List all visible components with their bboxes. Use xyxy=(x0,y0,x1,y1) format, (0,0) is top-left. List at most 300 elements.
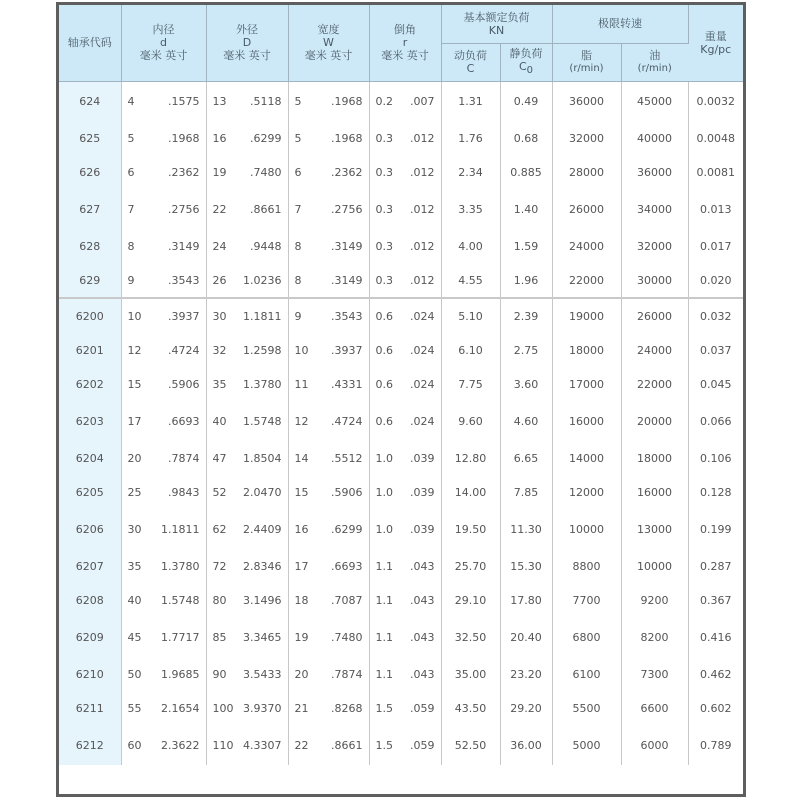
cell-chamfer xyxy=(369,475,441,509)
inner-diameter-inch: 1.7717 xyxy=(161,630,200,644)
cell-weight xyxy=(688,583,743,617)
cell-inner-diameter xyxy=(121,583,206,617)
cell-width xyxy=(288,691,369,725)
cell-chamfer xyxy=(369,155,441,189)
static-load: 0.49 xyxy=(513,94,539,108)
grease-speed: 18000 xyxy=(569,343,604,357)
cell-outer-diameter xyxy=(206,583,288,617)
weight: 0.462 xyxy=(700,667,732,681)
cell-grease-speed xyxy=(552,81,621,121)
dynamic-load: 9.60 xyxy=(458,414,483,428)
header-bearing-code-label: 轴承代码 xyxy=(67,36,112,50)
cell-static-load xyxy=(500,657,552,691)
weight: 0.789 xyxy=(700,738,732,752)
grease-speed: 32000 xyxy=(569,131,604,145)
cell-weight xyxy=(688,189,743,229)
width-inch: .4331 xyxy=(331,377,363,391)
cell-inner-diameter xyxy=(121,189,206,229)
inner-diameter-inch: .1968 xyxy=(168,131,200,145)
cell-inner-diameter xyxy=(121,229,206,263)
cell-oil-speed xyxy=(621,263,688,298)
weight: 0.128 xyxy=(700,485,732,499)
cell-weight xyxy=(688,691,743,725)
inner-diameter-inch: 2.3622 xyxy=(161,738,200,752)
inner-diameter-inch: .7874 xyxy=(168,451,200,465)
cell-outer-diameter xyxy=(206,263,288,298)
cell-grease-speed xyxy=(552,229,621,263)
cell-code xyxy=(59,401,121,441)
static-load: 1.96 xyxy=(513,273,539,287)
inner-mm: 毫米 xyxy=(139,49,162,63)
cell-code xyxy=(59,155,121,189)
cell-outer-diameter xyxy=(206,189,288,229)
outer-diameter-mm: 90 xyxy=(212,667,227,681)
oil-speed: 36000 xyxy=(637,165,672,179)
width-mm: 8 xyxy=(294,239,302,253)
width-inch: .5512 xyxy=(331,451,363,465)
grease-speed: 16000 xyxy=(569,414,604,428)
load-unit: KN xyxy=(488,23,505,37)
weight: 0.017 xyxy=(700,239,732,253)
inner-diameter-mm: 4 xyxy=(127,94,135,108)
cell-outer-diameter xyxy=(206,549,288,583)
oil-speed: 8200 xyxy=(640,630,669,644)
oil-speed: 32000 xyxy=(637,239,672,253)
cell-code xyxy=(59,441,121,475)
static-load: 6.65 xyxy=(513,451,539,465)
cell-code xyxy=(59,549,121,583)
cell-inner-diameter xyxy=(121,549,206,583)
outer-diameter-inch: .7480 xyxy=(250,165,282,179)
outer-diameter-mm: 32 xyxy=(212,343,227,357)
cell-dynamic-load xyxy=(441,441,500,475)
dynamic-load: 14.00 xyxy=(454,485,487,499)
table-row xyxy=(59,583,743,617)
table-body xyxy=(59,81,743,765)
cell-oil-speed xyxy=(621,549,688,583)
chamfer-mm: 0.3 xyxy=(375,202,393,216)
cell-width xyxy=(288,509,369,549)
width-mm: 17 xyxy=(294,559,309,573)
cell-dynamic-load xyxy=(441,263,500,298)
cell-inner-diameter xyxy=(121,155,206,189)
table-row xyxy=(59,725,743,765)
inner-diameter-mm: 7 xyxy=(127,202,135,216)
chamfer-mm: 毫米 xyxy=(381,49,404,63)
static-load: 1.59 xyxy=(513,239,539,253)
dynamic-load: 3.35 xyxy=(458,202,483,216)
chamfer-mm: 0.3 xyxy=(375,239,393,253)
outer-diameter-inch: 1.2598 xyxy=(243,343,282,357)
dynamic-load: 35.00 xyxy=(454,667,487,681)
cell-dynamic-load xyxy=(441,509,500,549)
inner-diameter-inch: .6693 xyxy=(168,414,200,428)
cell-oil-speed xyxy=(621,333,688,367)
chamfer-inch: .012 xyxy=(410,239,435,253)
header-oil-speed xyxy=(621,43,688,81)
chamfer-inch: .007 xyxy=(410,94,435,108)
oil-speed: 9200 xyxy=(640,593,669,607)
outer-diameter-mm: 47 xyxy=(212,451,227,465)
table-row xyxy=(59,475,743,509)
cell-static-load xyxy=(500,583,552,617)
bearing-code: 6207 xyxy=(75,559,104,573)
weight-label: 重量 xyxy=(704,29,727,43)
inner-diameter-mm: 9 xyxy=(127,273,135,287)
bearing-spec-table-frame xyxy=(56,2,746,797)
cell-dynamic-load xyxy=(441,691,500,725)
static-load: 1.40 xyxy=(513,202,539,216)
outer-diameter-mm: 16 xyxy=(212,131,227,145)
cell-code xyxy=(59,509,121,549)
inner-diameter-inch: .9843 xyxy=(168,485,200,499)
chamfer-inch: .024 xyxy=(410,414,435,428)
table-row xyxy=(59,155,743,189)
cell-code xyxy=(59,367,121,401)
width-mm: 5 xyxy=(294,94,302,108)
static-load: 0.885 xyxy=(510,165,542,179)
cell-grease-speed xyxy=(552,189,621,229)
cell-width xyxy=(288,725,369,765)
chamfer-inch: .012 xyxy=(410,165,435,179)
inner-diameter-mm: 30 xyxy=(127,522,142,536)
cell-width xyxy=(288,121,369,155)
cell-code xyxy=(59,263,121,298)
bearing-code: 624 xyxy=(79,94,101,108)
weight: 0.020 xyxy=(700,273,732,287)
cell-outer-diameter xyxy=(206,657,288,691)
header-bearing-code xyxy=(59,5,121,81)
cell-grease-speed xyxy=(552,263,621,298)
cell-inner-diameter xyxy=(121,617,206,657)
cell-oil-speed xyxy=(621,509,688,549)
width-mm: 20 xyxy=(294,667,309,681)
cell-weight xyxy=(688,657,743,691)
table-row xyxy=(59,367,743,401)
chamfer-mm: 0.3 xyxy=(375,165,393,179)
outer-diameter-inch: 3.3465 xyxy=(243,630,282,644)
inner-diameter-mm: 25 xyxy=(127,485,142,499)
grease-label: 脂 xyxy=(581,49,592,62)
cell-static-load xyxy=(500,263,552,298)
cell-chamfer xyxy=(369,657,441,691)
cell-inner-diameter xyxy=(121,333,206,367)
cell-weight xyxy=(688,367,743,401)
outer-diameter-inch: 3.1496 xyxy=(243,593,282,607)
width-inch: .3937 xyxy=(331,343,363,357)
grease-speed: 24000 xyxy=(569,239,604,253)
cell-static-load xyxy=(500,549,552,583)
oil-speed: 6600 xyxy=(640,701,669,715)
cell-weight xyxy=(688,441,743,475)
chamfer-mm: 0.3 xyxy=(375,273,393,287)
width-inch: .1968 xyxy=(331,94,363,108)
cell-outer-diameter xyxy=(206,509,288,549)
inner-diameter-mm: 5 xyxy=(127,131,135,145)
table-row xyxy=(59,189,743,229)
grease-speed: 19000 xyxy=(569,309,604,323)
chamfer-mm: 1.0 xyxy=(375,485,393,499)
grease-speed: 7700 xyxy=(572,593,601,607)
grease-speed: 6100 xyxy=(572,667,601,681)
chamfer-inch: .012 xyxy=(410,131,435,145)
dynamic-load: 4.00 xyxy=(458,239,483,253)
outer-symbol: D xyxy=(242,36,252,50)
cell-chamfer xyxy=(369,441,441,475)
chamfer-symbol: r xyxy=(402,36,408,50)
chamfer-mm: 0.6 xyxy=(375,309,393,323)
width-inch: 英寸 xyxy=(330,49,353,63)
inner-diameter-inch: 2.1654 xyxy=(161,701,200,715)
cell-dynamic-load xyxy=(441,367,500,401)
static-symbol-sub: 0 xyxy=(526,65,534,77)
chamfer-mm: 1.0 xyxy=(375,522,393,536)
cell-width xyxy=(288,401,369,441)
bearing-code: 6209 xyxy=(75,630,104,644)
static-load: 3.60 xyxy=(513,377,539,391)
inner-diameter-mm: 50 xyxy=(127,667,142,681)
cell-inner-diameter xyxy=(121,691,206,725)
table-row xyxy=(59,441,743,475)
cell-outer-diameter xyxy=(206,121,288,155)
bearing-code: 6204 xyxy=(75,451,104,465)
oil-speed: 30000 xyxy=(637,273,672,287)
outer-diameter-inch: 3.9370 xyxy=(243,701,282,715)
cell-chamfer xyxy=(369,333,441,367)
static-load: 17.80 xyxy=(510,593,542,607)
cell-oil-speed xyxy=(621,189,688,229)
weight: 0.416 xyxy=(700,630,732,644)
static-load: 20.40 xyxy=(510,630,542,644)
cell-width xyxy=(288,475,369,509)
cell-code xyxy=(59,121,121,155)
chamfer-inch: .024 xyxy=(410,309,435,323)
header-speed-limit xyxy=(552,5,688,43)
cell-dynamic-load xyxy=(441,617,500,657)
cell-static-load xyxy=(500,475,552,509)
bearing-code: 6205 xyxy=(75,485,104,499)
chamfer-mm: 1.1 xyxy=(375,630,393,644)
cell-dynamic-load xyxy=(441,549,500,583)
width-mm: 11 xyxy=(294,377,309,391)
cell-weight xyxy=(688,475,743,509)
cell-oil-speed xyxy=(621,367,688,401)
oil-speed: 20000 xyxy=(637,414,672,428)
chamfer-inch: .059 xyxy=(410,738,435,752)
bearing-code: 6201 xyxy=(75,343,104,357)
table-row xyxy=(59,401,743,441)
cell-oil-speed xyxy=(621,617,688,657)
bearing-code: 6203 xyxy=(75,414,104,428)
cell-dynamic-load xyxy=(441,81,500,121)
dynamic-load: 4.55 xyxy=(458,273,483,287)
table-row xyxy=(59,121,743,155)
oil-speed: 13000 xyxy=(637,522,672,536)
outer-mm: 毫米 xyxy=(223,49,246,63)
cell-chamfer xyxy=(369,263,441,298)
table-row xyxy=(59,617,743,657)
inner-diameter-mm: 15 xyxy=(127,377,142,391)
outer-diameter-mm: 62 xyxy=(212,522,227,536)
header-inner-diameter xyxy=(121,5,206,81)
outer-diameter-inch: 1.0236 xyxy=(243,273,282,287)
width-mm: 14 xyxy=(294,451,309,465)
width-mm: 10 xyxy=(294,343,309,357)
static-load: 4.60 xyxy=(513,414,539,428)
cell-inner-diameter xyxy=(121,657,206,691)
inner-diameter-inch: 1.5748 xyxy=(161,593,200,607)
cell-inner-diameter xyxy=(121,298,206,333)
outer-diameter-mm: 30 xyxy=(212,309,227,323)
outer-diameter-mm: 72 xyxy=(212,559,227,573)
outer-inch: 英寸 xyxy=(248,49,271,63)
cell-grease-speed xyxy=(552,367,621,401)
dynamic-label: 动负荷 xyxy=(454,49,487,62)
outer-diameter-mm: 19 xyxy=(212,165,227,179)
header-chamfer xyxy=(369,5,441,81)
grease-speed: 36000 xyxy=(569,94,604,108)
cell-width xyxy=(288,189,369,229)
inner-diameter-mm: 35 xyxy=(127,559,142,573)
width-inch: .6299 xyxy=(331,522,363,536)
bearing-code: 6208 xyxy=(75,593,104,607)
outer-diameter-inch: 1.5748 xyxy=(243,414,282,428)
header-width xyxy=(288,5,369,81)
cell-width xyxy=(288,549,369,583)
table-row xyxy=(59,549,743,583)
cell-chamfer xyxy=(369,298,441,333)
outer-diameter-inch: 1.8504 xyxy=(243,451,282,465)
cell-chamfer xyxy=(369,725,441,765)
oil-speed: 16000 xyxy=(637,485,672,499)
bearing-code: 629 xyxy=(79,273,101,287)
cell-width xyxy=(288,229,369,263)
bearing-code: 6211 xyxy=(75,701,104,715)
width-mm: 15 xyxy=(294,485,309,499)
weight: 0.0032 xyxy=(696,94,735,108)
grease-speed: 22000 xyxy=(569,273,604,287)
width-mm: 9 xyxy=(294,309,302,323)
weight: 0.199 xyxy=(700,522,732,536)
cell-grease-speed xyxy=(552,333,621,367)
width-inch: .7480 xyxy=(331,630,363,644)
dynamic-load: 12.80 xyxy=(454,451,487,465)
cell-chamfer xyxy=(369,691,441,725)
cell-code xyxy=(59,298,121,333)
table-row xyxy=(59,509,743,549)
outer-diameter-mm: 22 xyxy=(212,202,227,216)
chamfer-inch: .039 xyxy=(410,451,435,465)
cell-width xyxy=(288,298,369,333)
outer-diameter-mm: 40 xyxy=(212,414,227,428)
dynamic-load: 7.75 xyxy=(458,377,483,391)
cell-code xyxy=(59,725,121,765)
cell-oil-speed xyxy=(621,298,688,333)
cell-static-load xyxy=(500,333,552,367)
cell-inner-diameter xyxy=(121,263,206,298)
oil-unit: (r/min) xyxy=(637,63,672,74)
weight: 0.013 xyxy=(700,202,732,216)
cell-inner-diameter xyxy=(121,475,206,509)
width-inch: .8661 xyxy=(331,738,363,752)
outer-diameter-inch: 4.3307 xyxy=(243,738,282,752)
oil-speed: 24000 xyxy=(637,343,672,357)
bearing-spec-table xyxy=(59,5,743,765)
cell-outer-diameter xyxy=(206,441,288,475)
cell-outer-diameter xyxy=(206,298,288,333)
chamfer-inch: .039 xyxy=(410,485,435,499)
cell-weight xyxy=(688,725,743,765)
cell-inner-diameter xyxy=(121,121,206,155)
chamfer-mm: 1.5 xyxy=(375,738,393,752)
width-mm: 7 xyxy=(294,202,302,216)
width-mm: 12 xyxy=(294,414,309,428)
inner-diameter-inch: 1.9685 xyxy=(161,667,200,681)
cell-oil-speed xyxy=(621,657,688,691)
chamfer-inch: .043 xyxy=(410,593,435,607)
outer-diameter-inch: 2.4409 xyxy=(243,522,282,536)
cell-inner-diameter xyxy=(121,367,206,401)
cell-oil-speed xyxy=(621,691,688,725)
weight: 0.287 xyxy=(700,559,732,573)
cell-inner-diameter xyxy=(121,401,206,441)
cell-weight xyxy=(688,155,743,189)
table-row xyxy=(59,691,743,725)
weight: 0.106 xyxy=(700,451,732,465)
cell-oil-speed xyxy=(621,475,688,509)
cell-dynamic-load xyxy=(441,657,500,691)
table-row xyxy=(59,657,743,691)
dynamic-load: 32.50 xyxy=(454,630,487,644)
outer-diameter-inch: 2.0470 xyxy=(243,485,282,499)
cell-oil-speed xyxy=(621,441,688,475)
cell-dynamic-load xyxy=(441,583,500,617)
weight: 0.037 xyxy=(700,343,732,357)
grease-speed: 12000 xyxy=(569,485,604,499)
width-inch: .2362 xyxy=(331,165,363,179)
cell-dynamic-load xyxy=(441,725,500,765)
width-inch: .7874 xyxy=(331,667,363,681)
header-static-load xyxy=(500,43,552,81)
weight: 0.032 xyxy=(700,309,732,323)
static-load: 29.20 xyxy=(510,701,542,715)
oil-speed: 7300 xyxy=(640,667,669,681)
grease-speed: 14000 xyxy=(569,451,604,465)
inner-diameter-inch: 1.1811 xyxy=(161,522,200,536)
table-row xyxy=(59,81,743,121)
inner-diameter-inch: .4724 xyxy=(168,343,200,357)
dynamic-load: 6.10 xyxy=(458,343,483,357)
outer-diameter-inch: 1.1811 xyxy=(243,309,282,323)
cell-static-load xyxy=(500,509,552,549)
cell-weight xyxy=(688,298,743,333)
cell-grease-speed xyxy=(552,617,621,657)
width-symbol: W xyxy=(323,36,334,50)
oil-speed: 22000 xyxy=(637,377,672,391)
dynamic-load: 43.50 xyxy=(454,701,487,715)
width-inch: .7087 xyxy=(331,593,363,607)
cell-weight xyxy=(688,121,743,155)
weight: 0.367 xyxy=(700,593,732,607)
chamfer-inch: .012 xyxy=(410,202,435,216)
cell-oil-speed xyxy=(621,155,688,189)
outer-diameter-inch: .6299 xyxy=(250,131,282,145)
cell-code xyxy=(59,657,121,691)
grease-speed: 28000 xyxy=(569,165,604,179)
oil-speed: 6000 xyxy=(640,738,669,752)
cell-width xyxy=(288,333,369,367)
outer-diameter-mm: 100 xyxy=(212,701,234,715)
